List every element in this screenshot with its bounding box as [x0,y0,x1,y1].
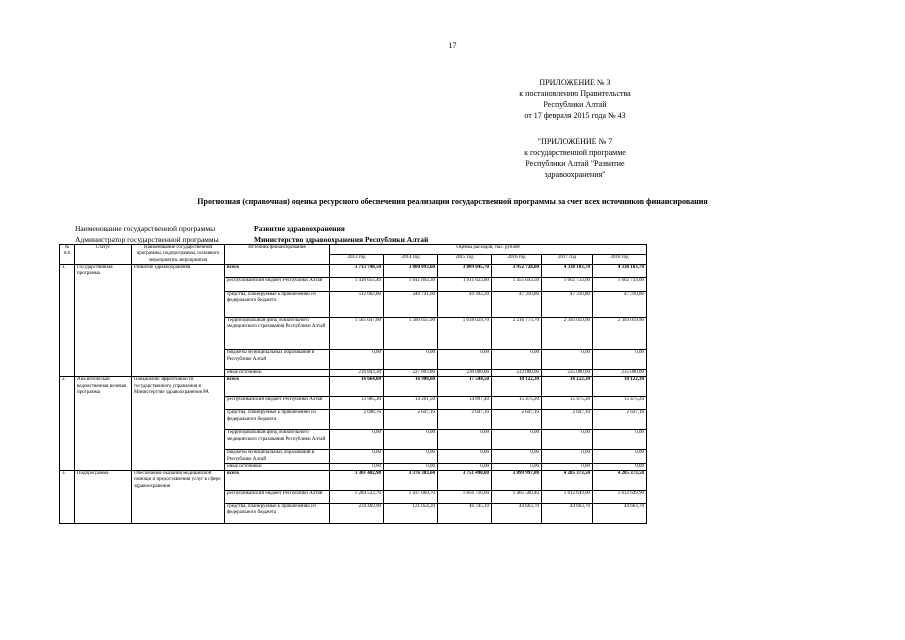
row-status-cont [75,430,132,450]
row-status-cont [75,463,132,470]
header-estimate: Оценка расходов, тыс. рублей [330,245,647,255]
row-source: средства, планируемые к привлечению из федерального бюджета [225,410,330,430]
row-name-cont [132,463,225,470]
row-value: 0,00 [492,463,542,470]
row-value: 18 122,30 [492,377,542,396]
row-value: 2 393 059,90 [542,317,593,350]
appendix-block-2 [480,136,670,180]
row-name-cont [132,504,225,524]
row-num-cont [60,350,75,370]
row-name-cont [132,490,225,504]
row-value: 1 284 522,70 [330,490,384,504]
row-value: 0,00 [384,430,438,450]
row-value: 1 405 560,40 [492,490,542,504]
row-value: 0,00 [438,463,492,470]
row-value: 2 647,10 [492,410,542,430]
row-value: 0,00 [330,463,384,470]
resource-table [59,244,647,524]
row-value: 16 664,00 [330,377,384,396]
row-name-cont [132,277,225,291]
table-row [60,377,647,396]
row-num-cont [60,396,75,410]
appendix-line: Республики Алтай [543,100,607,109]
row-value: 1 856 716,00 [438,490,492,504]
row-value: 227 803,80 [384,370,438,377]
row-name-cont [132,450,225,464]
row-value: 2 216 773,70 [492,317,542,350]
row-name-cont [132,396,225,410]
row-source: всего [225,471,330,490]
row-source: бюджеты муниципальных образований в Республике Алтай [225,350,330,370]
row-num-cont [60,490,75,504]
row-value: 3 301 482,90 [330,471,384,490]
row-source: Территориальный фонд обязательного медицинского страхования Республики Алтай [225,430,330,450]
row-value: 230 000,00 [438,370,492,377]
row-value: 4 338 103,70 [593,264,647,277]
row-value: 2 647,10 [384,410,438,430]
table-row [60,350,647,370]
row-source: республиканский бюджет Республики Алтай [225,277,330,291]
row-value: 3 952 728,00 [492,264,542,277]
row-status-cont [75,450,132,464]
table-row [60,410,647,430]
program-value: Развитие здравоохранения [254,224,345,233]
table-row [60,490,647,504]
header-status: Статус [75,245,132,265]
row-value: 1 565 647,00 [330,317,384,350]
table-row [60,471,647,490]
row-value: 15 475,20 [492,396,542,410]
row-value: 235 000,00 [542,370,593,377]
row-status: Подпрограмма [75,471,132,490]
table-row [60,277,647,291]
header-year: 2018 год [593,254,647,264]
row-value: 0,00 [438,450,492,464]
row-value: 2 647,10 [542,410,593,430]
row-value: 235 000,00 [593,370,647,377]
table-row [60,463,647,470]
row-value: 216 843,30 [330,370,384,377]
row-value: 47 310,80 [542,291,593,317]
appendix-title: ПРИЛОЖЕНИЕ № 3 [539,78,611,87]
appendix-line: к государственной программе [524,148,626,157]
appendix-line: к постановлению Правительства [519,89,631,98]
row-value: 0,00 [384,463,438,470]
row-value: 44 663,70 [542,504,593,524]
table-row [60,370,647,377]
row-num-cont [60,463,75,470]
row-source: Территориальный фонд обязательного медицинского страхования Республики Алтай [225,317,330,350]
row-source: иные источники [225,370,330,377]
row-value: 0,00 [593,430,647,450]
row-value: 47 310,80 [593,291,647,317]
row-value: 0,00 [542,430,593,450]
row-value: 0,00 [542,463,593,470]
row-value: 16 908,60 [384,377,438,396]
row-num-cont [60,277,75,291]
row-num-cont [60,504,75,524]
table-row [60,317,647,350]
page-number: 17 [448,41,457,50]
row-value: 49 392,20 [438,291,492,317]
row-name-cont [132,430,225,450]
row-value: 17 544,50 [438,377,492,396]
row-name-cont [132,291,225,317]
row-name-cont [132,317,225,350]
row-value: 0,00 [593,450,647,464]
row-value: 15 475,20 [593,396,647,410]
row-value: 340 741,60 [384,291,438,317]
row-value: 14 261,50 [384,396,438,410]
row-source: бюджеты муниципальных образований в Республике Алтай [225,450,330,464]
row-value: 0,00 [593,463,647,470]
row-status-cont [75,504,132,524]
row-value: 0,00 [492,430,542,450]
row-value: 3 376 383,60 [384,471,438,490]
row-value: 0,00 [492,450,542,464]
program-label: Наименование государственной программы [75,224,216,233]
row-value: 1 662 733,00 [593,277,647,291]
row-name-cont [132,410,225,430]
row-value: 3 809 045,70 [438,264,492,277]
row-value: 3 800 093,60 [384,264,438,277]
row-value: 15 475,20 [542,396,593,410]
row-value: 2 647,10 [438,410,492,430]
row-num-cont [60,430,75,450]
admin-label: Администратор государственной программы [75,235,219,244]
row-value: 234 469,90 [330,504,384,524]
row-num-cont [60,410,75,430]
table-row [60,396,647,410]
row-value: 3 751 490,80 [438,471,492,490]
appendix-block [480,77,670,121]
row-status-cont [75,490,132,504]
row-value: 0,00 [542,450,593,464]
header-year: 2016 год [492,254,542,264]
row-num-cont [60,317,75,350]
row-value: 18 122,30 [593,377,647,396]
row-value: 0,00 [593,350,647,370]
row-status: Государственная программа [75,264,132,277]
row-value: 1 612 649,90 [593,490,647,504]
header-year: 2014 год [384,254,438,264]
row-name-cont [132,370,225,377]
row-value: 121 054,20 [384,504,438,524]
appendix-line: здравоохранения" [544,170,606,179]
row-value: 1 641 892,30 [384,277,438,291]
row-value: 0,00 [384,450,438,464]
appendix-line: от 17 февраля 2015 года № 43 [524,111,626,120]
row-status-cont [75,410,132,430]
row-value: 0,00 [330,450,384,464]
row-value: 0,00 [438,350,492,370]
row-source: иные источники [225,463,330,470]
table-row [60,504,647,524]
table-row [60,264,647,277]
row-status-cont [75,277,132,291]
header-year: 2017 год [542,254,593,264]
row-source: средства, планируемые к привлечению из федерального бюджета [225,291,330,317]
row-value: 47 310,80 [492,291,542,317]
row-value: 13 965,30 [330,396,384,410]
table-row [60,291,647,317]
row-num-cont [60,370,75,377]
row-name: Повышение эффективности государственного управления в Министерстве здравоохранения РА [132,377,225,396]
row-source: республиканский бюджет Республики Алтай [225,490,330,504]
row-value: 2 698,70 [330,410,384,430]
row-name-cont [132,350,225,370]
row-value: 2 393 059,90 [593,317,647,350]
row-status: Аналитическая ведомственная целевая программа [75,377,132,396]
header-year: 2013 год [330,254,384,264]
header-row [60,245,647,255]
row-status-cont [75,317,132,350]
row-value: 14 897,40 [438,396,492,410]
appendix-line: Республики Алтай "Развитие [525,159,625,168]
row-value: 0,00 [384,350,438,370]
document-title: Прогнозная (справочная) оценка ресурсного обеспечения реализации государственной программы за счет всех источников финансирования [197,197,708,206]
row-value: 1 589 655,90 [384,317,438,350]
row-source: средства, планируемые к привлечению из федерального бюджета [225,504,330,524]
row-value: 4 285 373,50 [542,471,593,490]
row-value: 46 745,10 [438,504,492,524]
row-status-cont [75,350,132,370]
row-value: 0,00 [330,350,384,370]
row-value: 3 713 748,50 [330,264,384,277]
admin-value: Министерство здравоохранения Республики Алтай [254,235,429,244]
row-value: 3 899 997,80 [492,471,542,490]
row-value: 233 000,00 [492,370,542,377]
row-value: 1 455 643,50 [492,277,542,291]
row-status-cont [75,291,132,317]
header-name: Наименование государственной программы, подпрограммы, основного мероприятия, мероприятия [132,245,225,265]
table-row [60,430,647,450]
row-value: 0,00 [492,350,542,370]
appendix-title: "ПРИЛОЖЕНИЕ № 7 [537,137,613,146]
row-value: 0,00 [330,430,384,450]
row-value: 4 285 373,50 [593,471,647,490]
row-num: 1. [60,264,75,277]
row-status-cont [75,370,132,377]
row-value: 4 338 103,70 [542,264,593,277]
row-status-cont [75,396,132,410]
table-row [60,450,647,464]
header-year: 2015 год [438,254,492,264]
row-value: 18 122,30 [542,377,593,396]
row-source: республиканский бюджет Республики Алтай [225,396,330,410]
row-value: 1 662 733,00 [542,277,593,291]
row-num-cont [60,450,75,464]
row-value: 44 663,70 [593,504,647,524]
row-num-cont [60,291,75,317]
row-value: 1 437 869,70 [384,490,438,504]
row-num: 2. [60,377,75,396]
row-source: всего [225,264,330,277]
header-source: Источник финансирования [225,245,330,265]
row-value: 2 647,10 [593,410,647,430]
header-num: № п/п [60,245,75,265]
row-source: всего [225,377,330,396]
row-num: 3. [60,471,75,490]
row-value: 0,00 [542,350,593,370]
row-value: 44 663,70 [492,504,542,524]
row-value: 1 612 649,90 [542,490,593,504]
row-value: 1 418 655,40 [330,277,384,291]
row-name: Развитие здравоохранения [132,264,225,277]
row-value: 0,00 [438,430,492,450]
row-value: 1 911 623,80 [438,277,492,291]
row-name: Обеспечение оказания медицинской помощи и предоставления услуг в сфере здравоохранения [132,471,225,490]
row-value: 1 618 029,70 [438,317,492,350]
row-value: 512 602,80 [330,291,384,317]
